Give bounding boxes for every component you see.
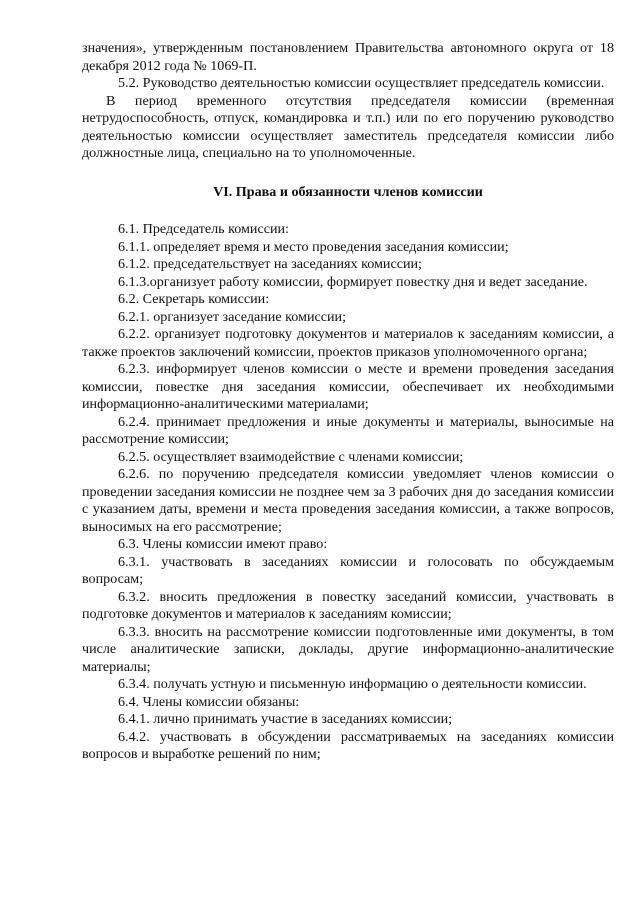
item-6-2-4: 6.2.4. принимает предложения и иные документы и материалы, выносимые на рассмотрение комиссии;: [82, 413, 614, 447]
item-6-1-2: 6.1.2. председательствует на заседаниях комиссии;: [118, 256, 422, 272]
paragraph-continuation: значения», утвержденным постановлением Правительства автономного округа от 18 декабря 2012 года № 1069-П.: [82, 40, 614, 74]
item-6-3-4: 6.3.4. получать устную и письменную информацию о деятельности комиссии.: [118, 676, 587, 692]
item-6-3: 6.3. Члены комиссии имеют право:: [118, 536, 328, 552]
item-6-1-1: 6.1.1. определяет время и место проведения заседания комиссии;: [118, 238, 509, 255]
paragraph-5-2: 5.2. Руководство деятельностью комиссии осуществляет председатель комиссии.: [118, 75, 605, 91]
item-6-2-5: 6.2.5. осуществляет взаимодействие с членами комиссии;: [118, 448, 464, 465]
item-6-2-1: 6.2.1. организует заседание комиссии;: [118, 308, 347, 325]
item-6-3-2: 6.3.2. вносить предложения в повестку заседаний комиссии, участвовать в подготовке документов и материалов к заседаниям комиссии;: [82, 588, 614, 622]
item-6-2: 6.2. Секретарь комиссии:: [118, 291, 270, 307]
item-6-1: 6.1. Председатель комиссии:: [118, 221, 289, 237]
item-6-4-2: 6.4.2. участвовать в обсуждении рассматриваемых на заседаниях комиссии вопросов и выработке решений по ним;: [82, 728, 614, 762]
document-page: [82, 40, 614, 764]
item-6-3-1: 6.3.1. участвовать в заседаниях комиссии и голосовать по обсуждаемым вопросам;: [82, 553, 614, 587]
item-6-1-3: 6.1.3.организует работу комиссии, формирует повестку дня и ведет заседание.: [118, 273, 588, 290]
item-6-2-3: 6.2.3. информирует членов комиссии о месте и времени проведения заседания комиссии, повестке дня заседания комиссии, обеспечивает их необходимыми информационно-аналитическими материалами;: [82, 361, 614, 412]
item-6-3-3: 6.3.3. вносить на рассмотрение комиссии подготовленные ими документы, в том числе аналитические записки, доклады, другие информационно-аналитические материалы;: [82, 623, 614, 675]
item-6-4: 6.4. Члены комиссии обязаны:: [118, 693, 300, 710]
item-6-2-6: 6.2.6. по поручению председателя комиссии уведомляет членов комиссии о проведении заседания комиссии не позднее чем за 3 рабочих дня до заседания комиссии с указанием даты, времени и места проведения заседания комиссии, а также вопросов, выносимых на его рассмотрение;: [82, 466, 614, 535]
item-6-4-1: 6.4.1. лично принимать участие в заседаниях комиссии;: [118, 711, 453, 727]
section-heading: VI. Права и обязанности членов комиссии: [213, 183, 483, 200]
item-6-2-2: 6.2.2. организует подготовку документов и материалов к заседаниям комиссии, а также проектов заключений комиссии, проектов приказов уполномоченного органа;: [82, 326, 614, 360]
paragraph-temporary-absence: В период временного отсутствия председателя комиссии (временная нетрудоспособность, отпуск, командировка и т.п.) или по его поручению руководство деятельностью комиссии осуществляет заместитель председателя комиссии либо должностные лица, специально на то уполномоченные.: [82, 92, 614, 161]
